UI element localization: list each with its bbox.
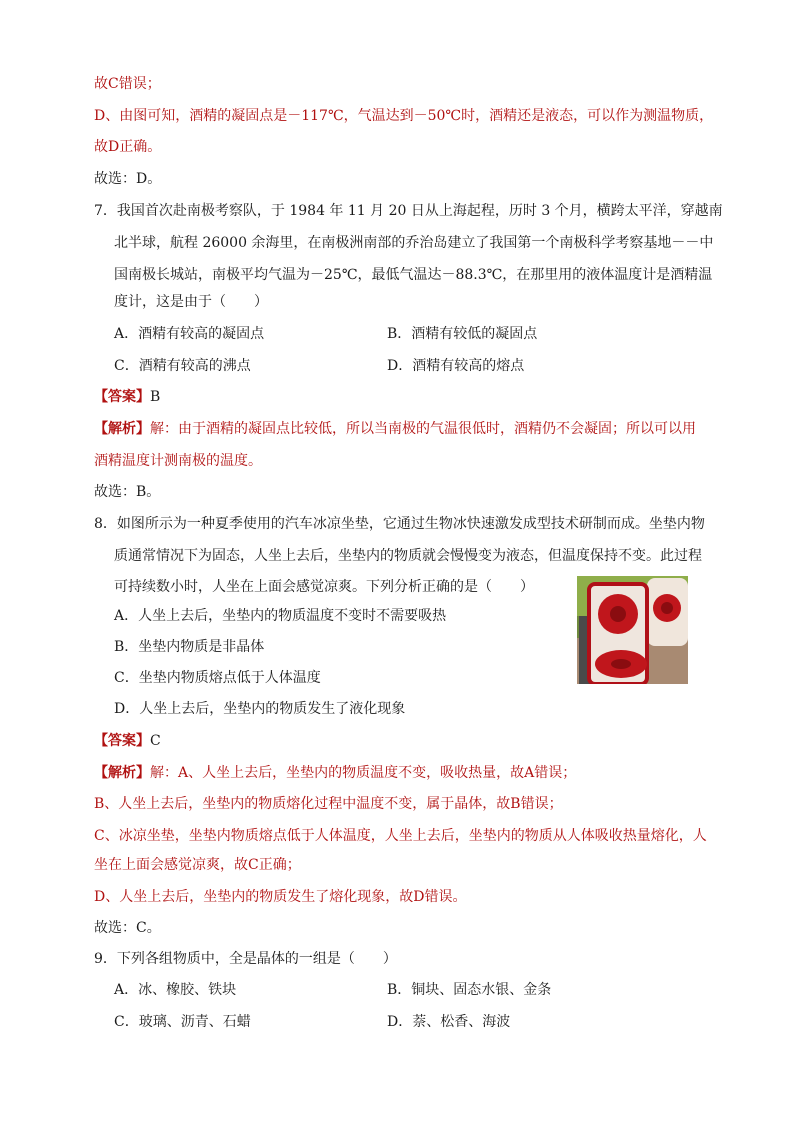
q8-option-b: B．坐垫内物质是非晶体: [114, 639, 265, 655]
q7-select: 故选：B。: [94, 484, 161, 500]
answer-tag: 【答案】: [94, 733, 150, 749]
q8-stem-2: 质通常情况下为固态，人坐上去后，坐垫内的物质就会慢慢变为液态，但温度保持不变。此过程: [114, 548, 702, 564]
answer-tag: 【答案】: [94, 389, 150, 405]
q7-option-c: C．酒精有较高的沸点: [114, 358, 251, 374]
q8-analysis-1: [94, 763, 576, 783]
q8-stem-3: 可持续数小时，人坐在上面会感觉凉爽。下列分析正确的是（ ）: [114, 579, 534, 595]
analysis-text: 解：A、人坐上去后，坐垫内的物质温度不变，吸收热量，故A错误；: [150, 765, 577, 781]
prev-select: 故选：D。: [94, 171, 162, 187]
prev-line-3: 故D正确。: [94, 139, 162, 155]
q7-stem-2: 北半球，航程 26000 余海里，在南极洲南部的乔治岛建立了我国第一个南极科学考察基地－－中: [114, 235, 714, 251]
analysis-tag: 【解析】: [94, 421, 150, 437]
analysis-text: 解：由于酒精的凝固点比较低，所以当南极的气温很低时，酒精仍不会凝固；所以可以用: [150, 421, 696, 437]
q9-stem: 9．下列各组物质中，全是晶体的一组是（ ）: [94, 951, 397, 967]
answer-value: C: [150, 733, 161, 749]
q7-stem-4: 度计，这是由于（ ）: [114, 294, 268, 310]
q8-analysis-2: B、人坐上去后，坐垫内的物质熔化过程中温度不变，属于晶体，故B错误；: [94, 796, 563, 812]
q9-option-c: C．玻璃、沥青、石蜡: [114, 1014, 251, 1030]
q8-answer: [94, 731, 161, 751]
q9-option-d: D．萘、松香、海波: [387, 1014, 511, 1030]
q8-analysis-3: C、冰凉坐垫，坐垫内物质熔点低于人体温度，人坐上去后，坐垫内的物质从人体吸收热量熔化，人: [94, 828, 707, 844]
q8-option-d: D．人坐上去后，坐垫内的物质发生了液化现象: [114, 701, 406, 717]
answer-value: B: [150, 389, 161, 405]
q8-stem-1: 8．如图所示为一种夏季使用的汽车冰凉坐垫，它通过生物冰快速激发成型技术研制而成。坐垫内物: [94, 516, 705, 532]
prev-line-1: 故C错误；: [94, 76, 161, 92]
q7-analysis-2: 酒精温度计测南极的温度。: [94, 453, 262, 469]
q7-stem-3: 国南极长城站，南极平均气温为－25℃，最低气温达－88.3℃，在那里用的液体温度计是酒精温: [114, 267, 713, 283]
analysis-tag: 【解析】: [94, 765, 150, 781]
q7-stem-1: 7．我国首次赴南极考察队，于 1984 年 11 月 20 日从上海起程，历时 3 个月，横跨太平洋，穿越南: [94, 203, 723, 219]
q8-analysis-5: D、人坐上去后，坐垫内的物质发生了熔化现象，故D错误。: [94, 889, 467, 905]
q7-option-a: A．酒精有较高的凝固点: [114, 326, 265, 342]
q9-option-a: A．冰、橡胶、铁块: [114, 982, 237, 998]
q8-analysis-4: 坐在上面会感觉凉爽，故C正确；: [94, 857, 301, 873]
q7-option-d: D．酒精有较高的熔点: [387, 358, 525, 374]
prev-line-2: D、由图可知，酒精的凝固点是－117℃，气温达到－50℃时，酒精还是液态，可以作为测温物质，: [94, 108, 714, 124]
q8-option-a: A．人坐上去后，坐垫内的物质温度不变时不需要吸热: [114, 608, 447, 624]
q7-option-b: B．酒精有较低的凝固点: [387, 326, 538, 342]
q8-select: 故选：C。: [94, 920, 161, 936]
q8-option-c: C．坐垫内物质熔点低于人体温度: [114, 670, 321, 686]
q7-analysis-1: [94, 419, 696, 439]
q7-answer: [94, 387, 160, 407]
car-seat-cushion-image: [577, 576, 688, 684]
q9-option-b: B．铜块、固态水银、金条: [387, 982, 552, 998]
